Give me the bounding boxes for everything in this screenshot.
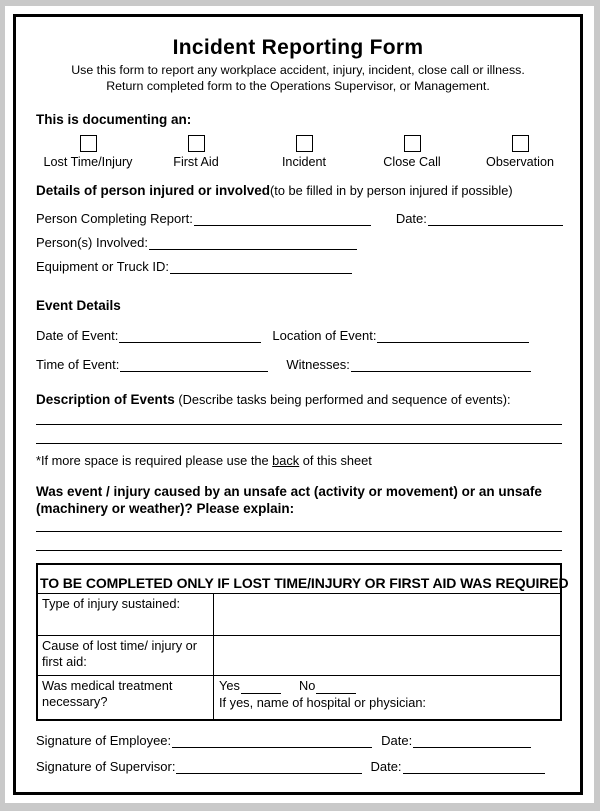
required-table-header: TO BE COMPLETED ONLY IF LOST TIME/INJURY OR FIRST AID WAS REQUIRED (38, 565, 560, 594)
label-employee-date: Date: (381, 733, 413, 749)
person-details-heading (16, 183, 580, 199)
page-canvas (5, 6, 594, 803)
label-supervisor-date: Date: (370, 759, 402, 775)
field-row-supervisor-signature (36, 759, 566, 774)
table-input-cause-of-lost-time[interactable] (214, 636, 560, 675)
input-equipment-or-truck-id[interactable] (170, 260, 352, 274)
label-location-of-event: Location of Event: (272, 328, 377, 344)
unsafe-question-line-1: Was event / injury caused by an unsafe act (activity or movement) or an unsafe (36, 483, 542, 499)
description-heading (16, 392, 580, 408)
unsafe-question-line-2: (machinery or weather)? Please explain: (36, 500, 295, 516)
checkbox-label-incident: Incident (281, 155, 327, 170)
field-row-employee-signature (36, 733, 566, 748)
table-row-medical-treatment (38, 676, 560, 719)
description-note-prefix: *If more space is required please use the (36, 452, 273, 468)
checkbox-option-close-call[interactable] (358, 135, 466, 169)
page-title: Incident Reporting Form (172, 36, 424, 59)
checkbox-label-first-aid: First Aid (173, 155, 219, 170)
field-row-time-of-event (36, 357, 566, 372)
checkbox-option-observation[interactable] (466, 135, 574, 169)
label-no: No (299, 678, 316, 694)
medical-treatment-yes-no (219, 678, 556, 694)
label-yes: Yes (219, 678, 240, 694)
checkbox-icon-close-call[interactable] (404, 135, 421, 152)
unsafe-line-2[interactable] (36, 550, 562, 551)
description-note (16, 453, 580, 468)
input-time-of-event[interactable] (120, 358, 268, 372)
label-hospital-or-physician: If yes, name of hospital or physician: (219, 694, 426, 710)
unsafe-question (16, 483, 580, 518)
table-row-type-of-injury (38, 594, 560, 636)
input-supervisor-date[interactable] (403, 760, 545, 774)
input-employee-date[interactable] (413, 734, 531, 748)
field-row-equipment-or-truck-id (36, 259, 566, 274)
form-sheet (13, 14, 583, 795)
label-employee-signature: Signature of Employee: (36, 733, 172, 749)
input-no[interactable] (316, 681, 356, 694)
field-row-date-of-event (36, 328, 566, 343)
checkbox-icon-first-aid[interactable] (188, 135, 205, 152)
description-note-emphasis: back (272, 452, 300, 468)
label-time-of-event: Time of Event: (36, 357, 120, 373)
input-witnesses[interactable] (351, 358, 531, 372)
signature-block (16, 733, 580, 774)
table-cell-medical-treatment-answer (214, 676, 560, 719)
input-location-of-event[interactable] (377, 329, 529, 343)
checkbox-label-close-call: Close Call (383, 155, 441, 170)
input-supervisor-signature[interactable] (176, 760, 362, 774)
person-details-heading-note: (to be filled in by person injured if possible) (270, 183, 513, 199)
table-label-cause-of-lost-time: Cause of lost time/ injury or first aid: (38, 636, 214, 675)
required-table (36, 563, 569, 721)
field-row-persons-involved (36, 235, 566, 250)
input-yes[interactable] (241, 681, 281, 694)
table-label-type-of-injury: Type of injury sustained: (38, 594, 214, 635)
table-row-cause-of-lost-time (38, 636, 560, 676)
documenting-checkbox-row (16, 135, 580, 169)
input-employee-signature[interactable] (172, 734, 372, 748)
checkbox-label-observation: Observation (486, 155, 554, 170)
input-persons-involved[interactable] (149, 236, 357, 250)
checkbox-icon-lost-time-injury[interactable] (80, 135, 97, 152)
checkbox-icon-observation[interactable] (512, 135, 529, 152)
input-report-date[interactable] (428, 212, 563, 226)
description-line-2[interactable] (36, 443, 562, 444)
person-details-fields (16, 211, 580, 274)
table-input-type-of-injury[interactable] (214, 594, 560, 635)
checkbox-option-lost-time-injury[interactable] (34, 135, 142, 169)
label-equipment-or-truck-id: Equipment or Truck ID: (36, 259, 169, 275)
description-note-suffix: of this sheet (299, 452, 372, 468)
form-subtitle (26, 63, 570, 95)
label-date-of-event: Date of Event: (36, 328, 119, 344)
event-details-heading: Event Details (36, 298, 121, 314)
subtitle-line-2: Return completed form to the Operations Supervisor, or Management. (106, 78, 490, 93)
checkbox-option-first-aid[interactable] (142, 135, 250, 169)
label-persons-involved: Person(s) Involved: (36, 235, 148, 251)
unsafe-line-1[interactable] (36, 531, 562, 532)
person-details-heading-bold: Details of person injured or involved (36, 183, 271, 199)
description-line-1[interactable] (36, 424, 562, 425)
description-heading-bold: Description of Events (36, 392, 175, 408)
label-report-date: Date: (395, 211, 427, 227)
checkbox-icon-incident[interactable] (296, 135, 313, 152)
table-label-medical-treatment: Was medical treatment necessary? (38, 676, 214, 719)
field-row-person-completing-report (36, 211, 566, 226)
label-witnesses: Witnesses: (286, 357, 350, 373)
label-supervisor-signature: Signature of Supervisor: (36, 759, 176, 775)
event-details-fields (16, 328, 580, 372)
documenting-label: This is documenting an: (36, 111, 192, 127)
checkbox-option-incident[interactable] (250, 135, 358, 169)
input-date-of-event[interactable] (119, 329, 261, 343)
input-person-completing-report[interactable] (194, 212, 371, 226)
subtitle-line-1: Use this form to report any workplace accident, injury, incident, close call or illness. (71, 63, 525, 78)
checkbox-label-lost-time-injury: Lost Time/Injury (43, 155, 133, 170)
description-heading-note: (Describe tasks being performed and sequence of events): (178, 392, 511, 408)
label-person-completing-report: Person Completing Report: (36, 211, 193, 227)
